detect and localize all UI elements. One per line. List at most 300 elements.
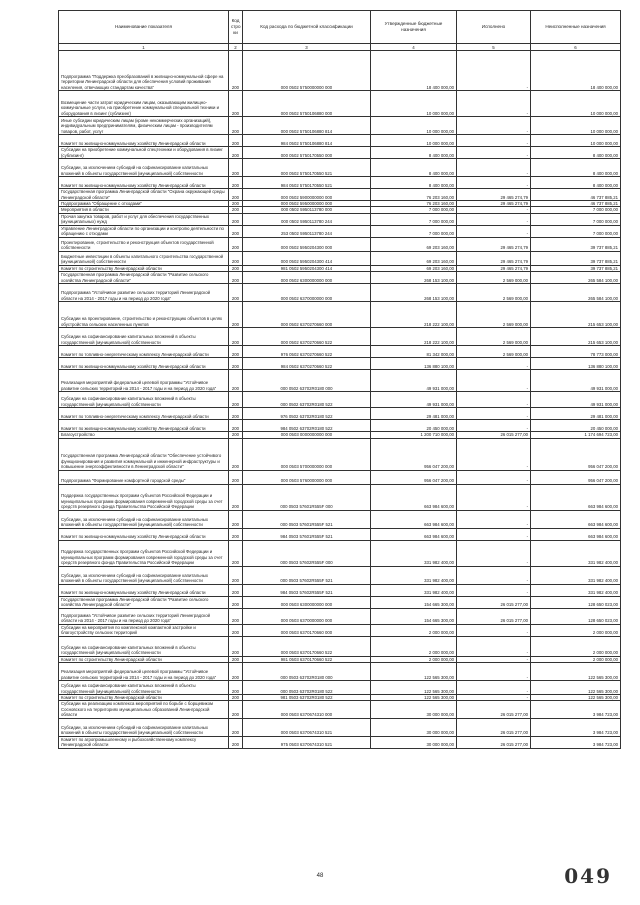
row-code: 200 — [229, 656, 243, 662]
table-row — [59, 566, 621, 584]
row-code: 200 — [229, 584, 243, 596]
row-approved: 10 000 000,00 — [371, 135, 457, 147]
row-name: Благоустройство — [59, 432, 229, 438]
row-executed: - — [457, 117, 531, 135]
row-classification: 000 0503 57601R555F 000 — [243, 484, 371, 510]
row-executed: - — [457, 636, 531, 656]
row-name: Комитет по строительству Ленинградской области — [59, 265, 229, 271]
row-executed: - — [457, 470, 531, 484]
row-unexecuted: 7 000 000,00 — [531, 213, 621, 225]
row-classification: 000 0503 6370674310 000 — [243, 701, 371, 718]
row-unexecuted: 956 047 200,00 — [531, 438, 621, 470]
table-row — [59, 596, 621, 608]
row-unexecuted: 7 000 000,00 — [531, 207, 621, 213]
row-code: 200 — [229, 346, 243, 358]
row-code: 200 — [229, 566, 243, 584]
row-code: 200 — [229, 408, 243, 420]
col-number: 1 — [59, 44, 229, 51]
table-row — [59, 135, 621, 147]
row-executed: 26 015 277,00 — [457, 701, 531, 718]
row-approved: 49 931 000,00 — [371, 370, 457, 392]
row-unexecuted: 128 650 023,00 — [531, 596, 621, 608]
row-classification: 000 0503 0000000000 000 — [243, 432, 371, 438]
row-code: 200 — [229, 189, 243, 201]
row-code: 200 — [229, 438, 243, 470]
row-approved: 20 450 000,00 — [371, 420, 457, 432]
table-row — [59, 346, 621, 358]
row-unexecuted: 39 737 885,21 — [531, 251, 621, 265]
row-name: Управление Ленинградской области по организации и контролю деятельности по обращению с отходами — [59, 225, 229, 237]
row-code: 200 — [229, 701, 243, 718]
table-row — [59, 608, 621, 624]
row-name: Комитет по топливно-энергетическому комплексу Ленинградской области — [59, 408, 229, 420]
row-approved: 2 000 000,00 — [371, 636, 457, 656]
table-row — [59, 420, 621, 432]
row-classification: 000 0502 5950113780 244 — [243, 213, 371, 225]
row-code: 200 — [229, 207, 243, 213]
row-approved: 69 203 160,00 — [371, 251, 457, 265]
row-approved: 76 203 160,00 — [371, 189, 457, 201]
row-name: Подпрограмма "Устойчивое развитие сельских территорий Ленинградской области на 2014 - 2017 годы и на период до 2020 года" — [59, 284, 229, 302]
row-code: 200 — [229, 528, 243, 540]
row-executed: - — [457, 51, 531, 91]
row-executed: 2 569 000,00 — [457, 272, 531, 284]
row-unexecuted: 49 931 000,00 — [531, 370, 621, 392]
row-classification: 000 0502 63702R0180 000 — [243, 370, 371, 392]
row-name: Подпрограмма "Поддержка преобразований в жилищно-коммунальной сфере на территории Ленинградской области для обеспечения условий проживания населения, отвечающих стандартам качества" — [59, 51, 229, 91]
row-executed: 29 465 274,79 — [457, 201, 531, 207]
table-row — [59, 251, 621, 265]
row-code: 200 — [229, 736, 243, 748]
row-code: 200 — [229, 51, 243, 91]
row-approved: 76 203 160,00 — [371, 201, 457, 207]
row-classification: 981 0503 63702R0180 522 — [243, 695, 371, 701]
row-approved: 29 481 000,00 — [371, 408, 457, 420]
row-approved: 663 984 600,00 — [371, 528, 457, 540]
table-row — [59, 408, 621, 420]
row-code: 200 — [229, 213, 243, 225]
row-executed: - — [457, 695, 531, 701]
row-approved: 136 880 100,00 — [371, 358, 457, 370]
row-unexecuted: 10 000 000,00 — [531, 117, 621, 135]
row-code: 200 — [229, 681, 243, 695]
row-name: Прочая закупка товаров, работ и услуг для обеспечения государственных (муниципальных) нужд — [59, 213, 229, 225]
row-executed: - — [457, 584, 531, 596]
row-classification: 000 0502 6370270660 000 — [243, 302, 371, 328]
row-executed: - — [457, 510, 531, 528]
header-code: Код стро ки — [229, 11, 243, 44]
header-name: Наименование показателя — [59, 11, 229, 44]
row-name: Подпрограмма "Обращение с отходами" — [59, 201, 229, 207]
header-approved: Утвержденные бюджетные назначения — [371, 11, 457, 44]
row-classification: 981 0503 6370170660 522 — [243, 656, 371, 662]
col-number: 5 — [457, 44, 531, 51]
row-name: Бюджетные инвестиции в объекты капитального строительства государственной (муниципальной) собственности — [59, 251, 229, 265]
row-unexecuted: 3 984 723,00 — [531, 718, 621, 736]
row-name: Комитет по топливно-энергетическому комплексу Ленинградской области — [59, 346, 229, 358]
row-classification: 000 0502 5750106880 814 — [243, 117, 371, 135]
row-name: Государственная программа Ленинградской области "Развитие сельского хозяйства Ленинградской области" — [59, 272, 229, 284]
table-row — [59, 510, 621, 528]
row-name: Субсидии на мероприятия по комплексной компактной застройке и благоустройству сельских территорий — [59, 624, 229, 636]
row-classification: 000 0502 5900000000 000 — [243, 189, 371, 201]
row-executed: 29 465 274,79 — [457, 251, 531, 265]
row-executed: - — [457, 135, 531, 147]
row-unexecuted: 39 737 885,21 — [531, 265, 621, 271]
table-row — [59, 177, 621, 189]
table-row — [59, 159, 621, 177]
row-classification: 000 0503 6370170660 000 — [243, 624, 371, 636]
row-code: 200 — [229, 484, 243, 510]
row-approved: 956 047 200,00 — [371, 470, 457, 484]
col-number: 4 — [371, 44, 457, 51]
row-unexecuted: 265 584 100,00 — [531, 284, 621, 302]
row-classification: 000 0503 57602R555F 521 — [243, 566, 371, 584]
table-row — [59, 701, 621, 718]
row-classification: 000 0502 5950113780 000 — [243, 207, 371, 213]
row-unexecuted: 663 984 600,00 — [531, 528, 621, 540]
row-code: 200 — [229, 328, 243, 346]
row-code: 200 — [229, 135, 243, 147]
row-code: 200 — [229, 718, 243, 736]
header-classification: Код расхода по бюджетной классификации — [243, 11, 371, 44]
table-row — [59, 51, 621, 91]
row-name: Государственная программа Ленинградской области "Обеспечение устойчивого функционирования и развития коммунальной и инженерной инфраструктуры и повышение энергоэффективности в Ленинградской области" — [59, 438, 229, 470]
table-row — [59, 636, 621, 656]
row-name: Мероприятия в области — [59, 207, 229, 213]
row-name: Субсидии, за исключением субсидий на софинансирование капитальных вложений в объекты государственной (муниципальной) собственности — [59, 566, 229, 584]
row-name: Проектирование, строительство и реконструкция объектов государственной собственности — [59, 237, 229, 251]
row-classification: 253 0502 5950113780 244 — [243, 225, 371, 237]
row-unexecuted: 39 737 885,21 — [531, 237, 621, 251]
row-executed: 29 465 274,79 — [457, 237, 531, 251]
row-approved: 30 000 000,00 — [371, 701, 457, 718]
table-row — [59, 147, 621, 159]
col-number: 6 — [531, 44, 621, 51]
table-row — [59, 272, 621, 284]
row-approved: 268 153 100,00 — [371, 272, 457, 284]
table-row — [59, 624, 621, 636]
row-code: 200 — [229, 117, 243, 135]
row-approved: 8 400 000,00 — [371, 147, 457, 159]
row-executed: 2 569 000,00 — [457, 346, 531, 358]
row-classification: 975 0503 6370674310 521 — [243, 736, 371, 748]
row-approved: 69 203 160,00 — [371, 237, 457, 251]
row-name: Субсидии на проектирование, строительство и реконструкцию объектов в целях обустройства сельских населенных пунктов — [59, 302, 229, 328]
row-executed: 2 569 000,00 — [457, 328, 531, 346]
row-approved: 10 000 000,00 — [371, 117, 457, 135]
row-approved: 18 400 000,00 — [371, 51, 457, 91]
budget-expenditure-table — [58, 10, 621, 749]
table-body — [59, 51, 621, 749]
table-row — [59, 213, 621, 225]
row-name: Субсидии, за исключением субсидий на софинансирование капитальных вложений в объекты государственной (муниципальной) собственности — [59, 718, 229, 736]
row-unexecuted: 136 880 100,00 — [531, 358, 621, 370]
row-approved: 122 565 300,00 — [371, 663, 457, 681]
row-approved: 218 222 100,00 — [371, 328, 457, 346]
row-classification: 000 0502 5750170550 000 — [243, 147, 371, 159]
row-executed: - — [457, 177, 531, 189]
table-row — [59, 117, 621, 135]
row-code: 200 — [229, 237, 243, 251]
row-executed: - — [457, 540, 531, 566]
row-name: Комитет по жилищно-коммунальному хозяйству Ленинградской области — [59, 358, 229, 370]
row-classification: 000 0502 5950000000 000 — [243, 201, 371, 207]
table-row — [59, 681, 621, 695]
row-name: Субсидии на приобретение коммунальной спецтехники и оборудования в лизинг (сублизинг) — [59, 147, 229, 159]
row-classification: 000 0503 57601R555F 521 — [243, 510, 371, 528]
row-name: Подпрограмма "Формирование комфортной городской среды" — [59, 470, 229, 484]
table-row — [59, 528, 621, 540]
row-executed: - — [457, 207, 531, 213]
page-stamp: 049 — [564, 864, 612, 888]
table-row — [59, 370, 621, 392]
row-unexecuted: 49 931 000,00 — [531, 392, 621, 408]
row-unexecuted: 29 481 000,00 — [531, 408, 621, 420]
row-name: Поддержка государственных программ субъектов Российской Федерации и муниципальных программ формирования современной городской среды за счет средств резервного фонда Правительства Российской Федерации — [59, 484, 229, 510]
row-name: Государственная программа Ленинградской области "Охрана окружающей среды Ленинградской области" — [59, 189, 229, 201]
table-row — [59, 237, 621, 251]
row-unexecuted: 8 400 000,00 — [531, 147, 621, 159]
row-executed: - — [457, 159, 531, 177]
row-code: 200 — [229, 201, 243, 207]
row-code: 200 — [229, 302, 243, 328]
row-unexecuted: 331 982 400,00 — [531, 584, 621, 596]
row-approved: 956 047 200,00 — [371, 438, 457, 470]
row-classification: 984 0503 57602R555F 521 — [243, 584, 371, 596]
row-name: Субсидии, за исключением субсидий на софинансирование капитальных вложений в объекты государственной (муниципальной) собственности — [59, 510, 229, 528]
row-unexecuted: 2 000 000,00 — [531, 636, 621, 656]
row-code: 200 — [229, 147, 243, 159]
row-unexecuted: 78 773 000,00 — [531, 346, 621, 358]
row-classification: 000 0503 63702R0180 000 — [243, 663, 371, 681]
row-code: 200 — [229, 272, 243, 284]
row-executed: - — [457, 484, 531, 510]
row-name: Комитет по жилищно-коммунальному хозяйству Ленинградской области — [59, 528, 229, 540]
row-executed: 26 015 277,00 — [457, 736, 531, 748]
row-classification: 000 0502 5950204300 414 — [243, 251, 371, 265]
table-row — [59, 438, 621, 470]
row-name: Поддержка государственных программ субъектов Российской Федерации и муниципальных программ формирования современной городской среды за счет средств резервного фонда Правительства Российской Федерации — [59, 540, 229, 566]
row-code: 200 — [229, 608, 243, 624]
row-executed: - — [457, 624, 531, 636]
row-code: 200 — [229, 225, 243, 237]
row-executed: - — [457, 213, 531, 225]
row-code: 200 — [229, 420, 243, 432]
row-executed: - — [457, 656, 531, 662]
row-code: 200 — [229, 510, 243, 528]
row-approved: 331 982 400,00 — [371, 540, 457, 566]
row-unexecuted: 331 982 400,00 — [531, 540, 621, 566]
row-code: 200 — [229, 432, 243, 438]
row-approved: 663 984 600,00 — [371, 510, 457, 528]
row-classification: 000 0503 6370000000 000 — [243, 608, 371, 624]
row-code: 200 — [229, 159, 243, 177]
row-unexecuted: 18 400 000,00 — [531, 51, 621, 91]
row-unexecuted: 8 400 000,00 — [531, 159, 621, 177]
row-approved: 30 000 000,00 — [371, 718, 457, 736]
row-classification: 000 0502 5750170550 521 — [243, 159, 371, 177]
row-executed: - — [457, 420, 531, 432]
row-name: Подпрограмма "Устойчивое развитие сельских территорий Ленинградской области на 2014 - 2017 годы и на период до 2020 года" — [59, 608, 229, 624]
table-row — [59, 225, 621, 237]
table-row — [59, 663, 621, 681]
row-classification: 984 0503 57601R555F 521 — [243, 528, 371, 540]
row-approved: 2 000 000,00 — [371, 624, 457, 636]
col-number: 3 — [243, 44, 371, 51]
row-executed: - — [457, 392, 531, 408]
row-unexecuted: 122 565 300,00 — [531, 681, 621, 695]
table-row — [59, 302, 621, 328]
row-approved: 7 000 000,00 — [371, 225, 457, 237]
row-code: 200 — [229, 284, 243, 302]
table-row — [59, 718, 621, 736]
row-unexecuted: 7 000 000,00 — [531, 225, 621, 237]
row-name: Субсидии на софинансирование капитальных вложений в объекты государственной (муниципальной) собственности — [59, 328, 229, 346]
row-approved: 7 000 000,00 — [371, 213, 457, 225]
row-code: 200 — [229, 265, 243, 271]
row-classification: 000 0502 5750106880 000 — [243, 91, 371, 117]
row-name: Государственная программа Ленинградской области "Развитие сельского хозяйства Ленинградской области" — [59, 596, 229, 608]
row-unexecuted: 2 000 000,00 — [531, 656, 621, 662]
row-executed: - — [457, 663, 531, 681]
row-classification: 984 0502 6370270660 522 — [243, 358, 371, 370]
row-code: 200 — [229, 663, 243, 681]
row-classification: 000 0503 6370674310 521 — [243, 718, 371, 736]
row-name: Возмещение части затрат юридическим лицам, оказывающим жилищно-коммунальные услуги, на приобретение коммунальной специальной техники и оборудования в лизинг (сублизинг) — [59, 91, 229, 117]
header-executed: Исполнено — [457, 11, 531, 44]
row-name: Комитет по строительству Ленинградской области — [59, 656, 229, 662]
row-approved: 7 000 000,00 — [371, 207, 457, 213]
row-unexecuted: 46 737 885,21 — [531, 201, 621, 207]
row-name: Комитет по жилищно-коммунальному хозяйству Ленинградской области — [59, 420, 229, 432]
row-unexecuted: 663 984 600,00 — [531, 510, 621, 528]
row-classification: 981 0502 5950204300 414 — [243, 265, 371, 271]
row-classification: 000 0502 6370000000 000 — [243, 284, 371, 302]
row-code: 200 — [229, 636, 243, 656]
row-classification: 000 0502 5950204300 000 — [243, 237, 371, 251]
row-unexecuted: 8 400 000,00 — [531, 177, 621, 189]
row-classification: 000 0503 63702R0180 522 — [243, 681, 371, 695]
row-approved: 268 153 100,00 — [371, 284, 457, 302]
row-unexecuted: 20 450 000,00 — [531, 420, 621, 432]
row-executed: - — [457, 408, 531, 420]
row-executed: - — [457, 225, 531, 237]
row-executed: 26 015 277,00 — [457, 596, 531, 608]
row-approved: 81 342 000,00 — [371, 346, 457, 358]
row-code: 200 — [229, 370, 243, 392]
row-approved: 154 665 300,00 — [371, 596, 457, 608]
row-approved: 154 665 300,00 — [371, 608, 457, 624]
row-executed: 29 465 274,79 — [457, 265, 531, 271]
row-classification: 976 0502 63702R0180 522 — [243, 408, 371, 420]
row-unexecuted: 3 984 723,00 — [531, 736, 621, 748]
table-row — [59, 470, 621, 484]
row-approved: 122 565 300,00 — [371, 681, 457, 695]
row-approved: 10 000 000,00 — [371, 91, 457, 117]
row-classification: 984 0502 63702R0180 522 — [243, 420, 371, 432]
row-executed: - — [457, 358, 531, 370]
row-name: Субсидии на софинансирование капитальных вложений в объекты государственной (муниципальной) собственности — [59, 681, 229, 695]
row-unexecuted: 2 000 000,00 — [531, 624, 621, 636]
row-code: 200 — [229, 470, 243, 484]
table-row — [59, 584, 621, 596]
row-unexecuted: 956 047 200,00 — [531, 470, 621, 484]
table-row — [59, 91, 621, 117]
row-executed: - — [457, 681, 531, 695]
col-number: 2 — [229, 44, 243, 51]
row-executed: 2 569 000,00 — [457, 284, 531, 302]
footer-page-number: 48 — [316, 873, 324, 879]
row-unexecuted: 3 984 723,00 — [531, 701, 621, 718]
row-classification: 984 0502 5750170550 521 — [243, 177, 371, 189]
row-executed: - — [457, 528, 531, 540]
row-classification: 000 0503 5700000000 000 — [243, 438, 371, 470]
row-approved: 122 565 300,00 — [371, 695, 457, 701]
row-classification: 000 0503 57602R555F 000 — [243, 540, 371, 566]
row-executed: - — [457, 91, 531, 117]
row-name: Субсидии на софинансирование капитальных вложений в объекты государственной (муниципальной) собственности — [59, 636, 229, 656]
row-unexecuted: 10 000 000,00 — [531, 91, 621, 117]
row-name: Субсидии на софинансирование капитальных вложений в объекты государственной (муниципальной) собственности — [59, 392, 229, 408]
table-row — [59, 540, 621, 566]
table-row — [59, 284, 621, 302]
row-unexecuted: 46 737 885,21 — [531, 189, 621, 201]
row-code: 200 — [229, 624, 243, 636]
header-unexecuted: Неисполненные назначения — [531, 11, 621, 44]
row-name: Реализация мероприятий федеральной целевой программы "Устойчивое развитие сельских территорий на 2014 - 2017 годы и на период до 2020 года" — [59, 370, 229, 392]
row-code: 200 — [229, 358, 243, 370]
row-name: Комитет по жилищно-коммунальному хозяйству Ленинградской области — [59, 584, 229, 596]
row-name: Комитет по строительству Ленинградской области — [59, 695, 229, 701]
row-unexecuted: 215 653 100,00 — [531, 302, 621, 328]
row-classification: 000 0502 63702R0180 522 — [243, 392, 371, 408]
table-row — [59, 736, 621, 748]
row-approved: 69 203 160,00 — [371, 265, 457, 271]
row-code: 200 — [229, 596, 243, 608]
row-unexecuted: 122 565 300,00 — [531, 663, 621, 681]
table-header-row — [59, 11, 621, 44]
row-approved: 331 982 400,00 — [371, 566, 457, 584]
row-code: 200 — [229, 540, 243, 566]
row-approved: 49 931 000,00 — [371, 392, 457, 408]
table-row — [59, 328, 621, 346]
row-code: 200 — [229, 251, 243, 265]
row-approved: 218 222 100,00 — [371, 302, 457, 328]
row-name: Субсидии на реализацию комплекса мероприятий по борьбе с борщевиком Сосновского на территориях муниципальных образований Ленинградской области — [59, 701, 229, 718]
row-executed: - — [457, 147, 531, 159]
row-classification: 976 0502 6370270660 522 — [243, 346, 371, 358]
row-unexecuted: 331 982 400,00 — [531, 566, 621, 584]
row-executed: - — [457, 438, 531, 470]
row-classification: 000 0503 6370170660 522 — [243, 636, 371, 656]
row-executed: 26 015 277,00 — [457, 432, 531, 438]
table-row — [59, 484, 621, 510]
row-approved: 8 400 000,00 — [371, 177, 457, 189]
table-row — [59, 358, 621, 370]
row-approved: 30 000 000,00 — [371, 736, 457, 748]
row-approved: 2 000 000,00 — [371, 656, 457, 662]
row-name: Иные субсидии юридическим лицам (кроме некоммерческих организаций), индивидуальным предпринимателям, физическим лицам - производителям товаров, работ, услуг — [59, 117, 229, 135]
row-unexecuted: 122 565 300,00 — [531, 695, 621, 701]
row-name: Реализация мероприятий федеральной целевой программы "Устойчивое развитие сельских территорий на 2014 - 2017 годы и на период до 2020 года" — [59, 663, 229, 681]
row-approved: 331 982 400,00 — [371, 584, 457, 596]
row-executed: 29 465 274,79 — [457, 189, 531, 201]
row-unexecuted: 265 584 100,00 — [531, 272, 621, 284]
row-classification: 000 0503 6300000000 000 — [243, 596, 371, 608]
row-unexecuted: 215 653 100,00 — [531, 328, 621, 346]
row-unexecuted: 1 174 694 723,00 — [531, 432, 621, 438]
